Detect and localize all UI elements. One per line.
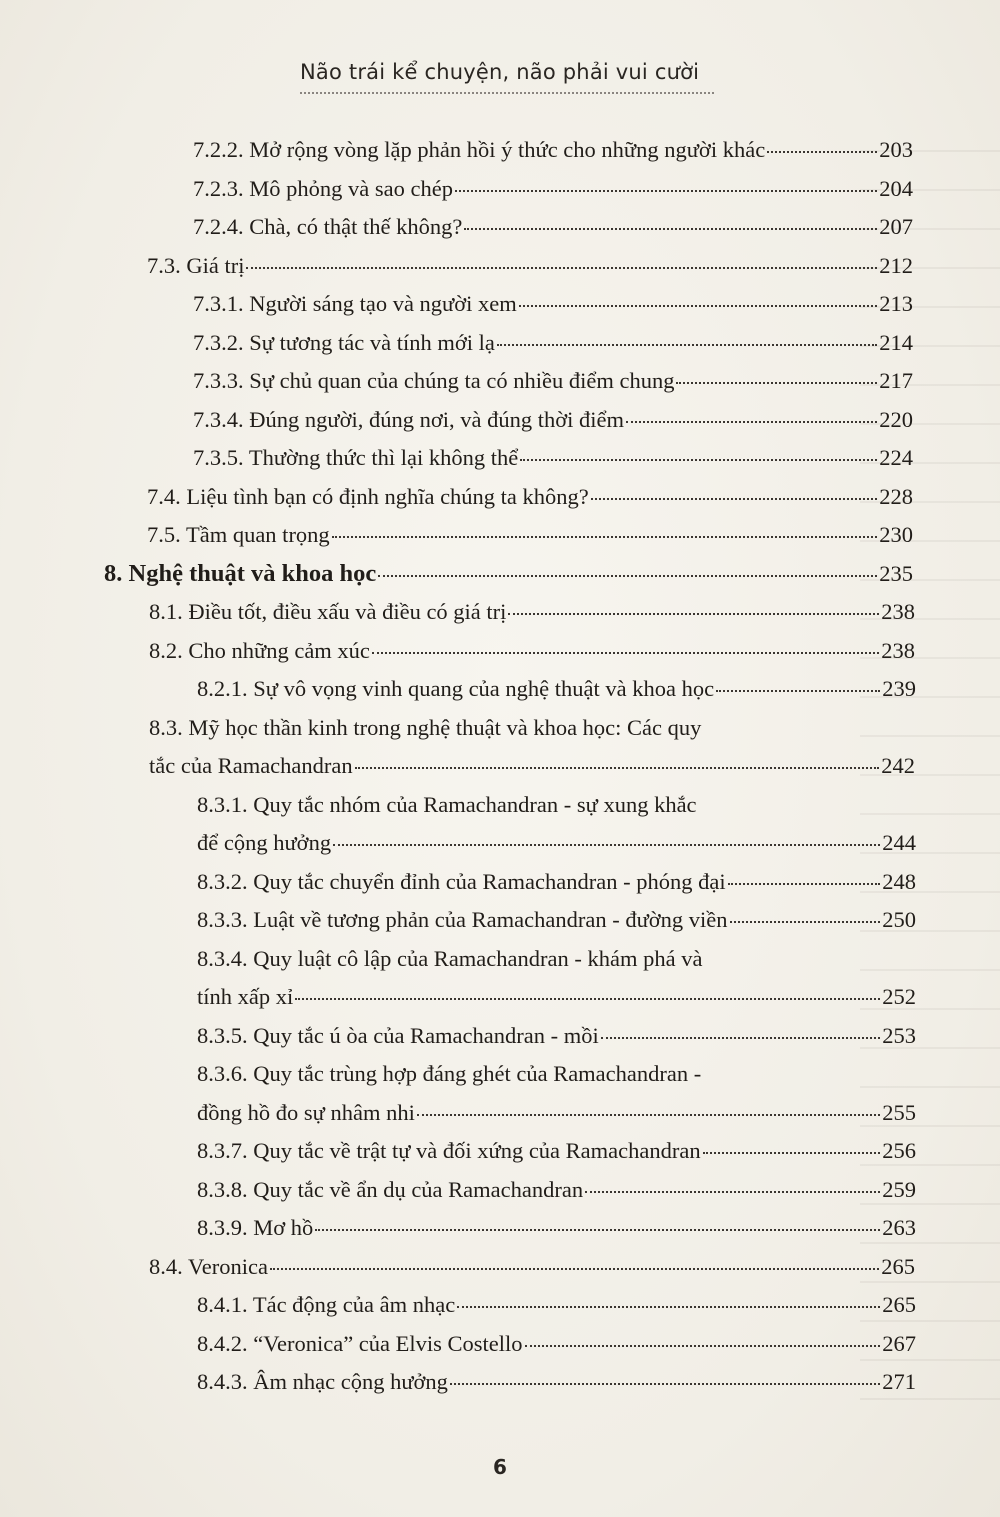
toc-entry-8-2-1[interactable] [0,670,916,709]
dot-leader [372,651,879,654]
dot-leader [246,266,877,269]
toc-entry-page: 224 [879,445,913,470]
dot-leader [450,1382,880,1385]
toc-entry-page: 214 [879,329,913,355]
toc-entry-label: để cộng hưởng [197,830,332,855]
toc-entry-page: 250 [882,907,916,932]
toc-entry-label: 7.2.3. Mô phỏng và sao chép [193,175,453,201]
toc-entry-8-4-3[interactable] [0,1363,916,1402]
toc-entry-page: 242 [881,753,915,778]
toc-entry-8-3-line1[interactable]: 8.3. Mỹ học thần kinh trong nghệ thuật và khoa học: Các quy [149,714,702,740]
dot-leader [716,689,880,692]
toc-entry-page: 256 [882,1138,916,1163]
toc-entry-label: 8.3.8. Quy tắc về ẩn dụ của Ramachandran [197,1176,584,1202]
toc-entry-page: 230 [879,522,913,547]
toc-entry-7-2-3[interactable] [0,170,913,209]
toc-entry-page: 265 [882,1292,916,1317]
toc-entry-page: 238 [881,599,915,624]
header-dotted-rule [300,92,714,94]
toc-entry-page: 271 [882,1369,916,1394]
dot-leader [355,766,880,769]
toc-entry-label: đồng hồ đo sự nhâm nhi [197,1099,415,1125]
toc-entry-label: 7.2.4. Chà, có thật thế không? [193,214,463,239]
toc-entry-7-3-1[interactable] [0,285,913,324]
toc-entry-8-3[interactable] [0,747,915,786]
toc-entry-7-3-5[interactable] [0,439,913,478]
toc-entry-label: 7.4. Liệu tình bạn có định nghĩa chúng ta không? [147,483,589,509]
toc-chapter-8[interactable] [0,555,913,594]
toc-entry-label: 8.4.2. “Veronica” của Elvis Costello [197,1330,523,1356]
dot-leader [730,920,881,923]
toc-entry-8-3-6[interactable] [0,1094,916,1133]
toc-entry-page: 217 [879,368,913,393]
toc-entry-page: 253 [882,1022,916,1048]
toc-entry-page: 235 [879,560,913,586]
dot-leader [464,227,877,230]
toc-entry-7-2-2[interactable] [0,131,913,170]
toc-entry-page: 267 [882,1330,916,1356]
dot-leader [767,150,877,153]
page-number: 6 [493,1455,507,1479]
toc-entry-label: 8.3.5. Quy tắc ú òa của Ramachandran - mồi [197,1022,599,1048]
toc-entry-label: 7.3.5. Thường thức thì lại không thể [193,445,519,470]
dot-leader [457,1305,880,1308]
toc-entry-page: 244 [882,830,916,855]
toc-entry-page: 213 [879,291,913,316]
toc-entry-label: 8.1. Điều tốt, điều xấu và điều có giá trị [149,599,507,624]
toc-entry-8-1[interactable] [0,593,915,632]
toc-entry-8-4[interactable] [0,1248,915,1287]
dot-leader [497,343,877,346]
dot-leader [270,1267,879,1270]
toc-entry-label: 7.5. Tầm quan trọng [147,522,330,547]
toc-entry-7-5[interactable] [0,516,913,555]
toc-entry-page: 203 [879,137,913,162]
toc-entry-7-3-3[interactable] [0,362,913,401]
toc-entry-label: tắc của Ramachandran [149,753,353,778]
toc-entry-label: 7.3.4. Đúng người, đúng nơi, và đúng thời điểm [193,406,624,432]
dot-leader [417,1113,880,1116]
toc-entry-label: 8.3.7. Quy tắc về trật tự và đối xứng của Ramachandran [197,1138,701,1163]
toc-entry-8-3-1-line1[interactable]: 8.3.1. Quy tắc nhóm của Ramachandran - sự xung khắc [197,791,697,817]
dot-leader [519,304,877,307]
toc-entry-label: 8.3.2. Quy tắc chuyển đỉnh của Ramachandran - phóng đại [197,868,726,894]
toc-chapter-label: 8. Nghệ thuật và khoa học [104,559,377,587]
dot-leader [520,458,877,461]
dot-leader [728,882,881,885]
toc-entry-page: 263 [882,1215,916,1240]
dot-leader [703,1151,881,1154]
toc-entry-8-3-6-line1[interactable]: 8.3.6. Quy tắc trùng hợp đáng ghét của Ramachandran - [197,1061,702,1086]
toc-entry-page: 204 [879,175,913,201]
toc-entry-8-3-2[interactable] [0,863,916,902]
running-header: Não trái kể chuyện, não phải vui cười [300,60,700,84]
dot-leader [585,1190,880,1193]
dot-leader [332,535,878,538]
dot-leader [601,1036,881,1039]
toc-entry-label: 7.3.1. Người sáng tạo và người xem [193,291,517,316]
toc-entry-label: 8.4.3. Âm nhạc cộng hưởng [197,1369,448,1394]
toc-entry-label: 8.4. Veronica [149,1253,268,1279]
toc-entry-7-4[interactable] [0,478,913,517]
toc-entry-label: 8.3.3. Luật về tương phản của Ramachandran - đường viền [197,907,728,932]
dot-leader [591,497,877,500]
toc-entry-8-3-8[interactable] [0,1171,916,1210]
dot-leader [508,612,879,615]
toc-entry-8-2[interactable] [0,632,915,671]
toc-entry-label: 8.4.1. Tác động của âm nhạc [197,1292,456,1317]
toc-entry-8-3-4-line1[interactable]: 8.3.4. Quy luật cô lập của Ramachandran - khám phá và [197,945,703,971]
dot-leader [626,420,877,423]
dot-leader [295,997,880,1000]
toc-entry-8-3-7[interactable] [0,1132,916,1171]
toc-entry-page: 239 [882,676,916,701]
toc-entry-page: 259 [882,1176,916,1202]
toc-entry-8-3-3[interactable] [0,901,916,940]
dot-leader [525,1344,881,1347]
toc-entry-label: 8.2. Cho những cảm xúc [149,637,370,663]
toc-entry-page: 212 [879,252,913,278]
table-of-contents [0,131,1000,1402]
toc-entry-label: 7.2.2. Mở rộng vòng lặp phản hồi ý thức cho những người khác [193,137,766,162]
toc-entry-8-3-4[interactable] [0,978,916,1017]
toc-entry-label: 7.3. Giá trị [147,252,245,278]
toc-entry-label: 7.3.2. Sự tương tác và tính mới lạ [193,329,495,355]
toc-entry-label: 8.2.1. Sự vô vọng vinh quang của nghệ thuật và khoa học [197,676,715,701]
toc-entry-page: 248 [882,868,916,894]
dot-leader [676,381,877,384]
toc-entry-page: 207 [879,214,913,239]
toc-entry-7-3[interactable] [0,247,913,286]
toc-entry-8-3-5[interactable] [0,1017,916,1056]
dot-leader [333,843,880,846]
dot-leader [315,1228,880,1231]
toc-entry-8-3-9[interactable] [0,1209,916,1248]
toc-entry-label: 7.3.3. Sự chủ quan của chúng ta có nhiều điểm chung [193,368,675,393]
toc-entry-8-3-1[interactable] [0,824,916,863]
toc-entry-7-3-4[interactable] [0,401,913,440]
toc-entry-label: tính xấp xỉ [197,984,294,1009]
dot-leader [378,574,877,577]
toc-entry-page: 220 [879,406,913,432]
toc-entry-page: 238 [881,637,915,663]
toc-entry-8-4-2[interactable] [0,1325,916,1364]
toc-entry-page: 228 [879,483,913,509]
toc-entry-7-2-4[interactable] [0,208,913,247]
toc-entry-7-3-2[interactable] [0,324,913,363]
toc-entry-8-4-1[interactable] [0,1286,916,1325]
toc-entry-label: 8.3.9. Mơ hồ [197,1215,314,1240]
toc-entry-page: 265 [881,1253,915,1279]
toc-entry-page: 252 [882,984,916,1009]
dot-leader [455,189,877,192]
toc-entry-page: 255 [882,1099,916,1125]
